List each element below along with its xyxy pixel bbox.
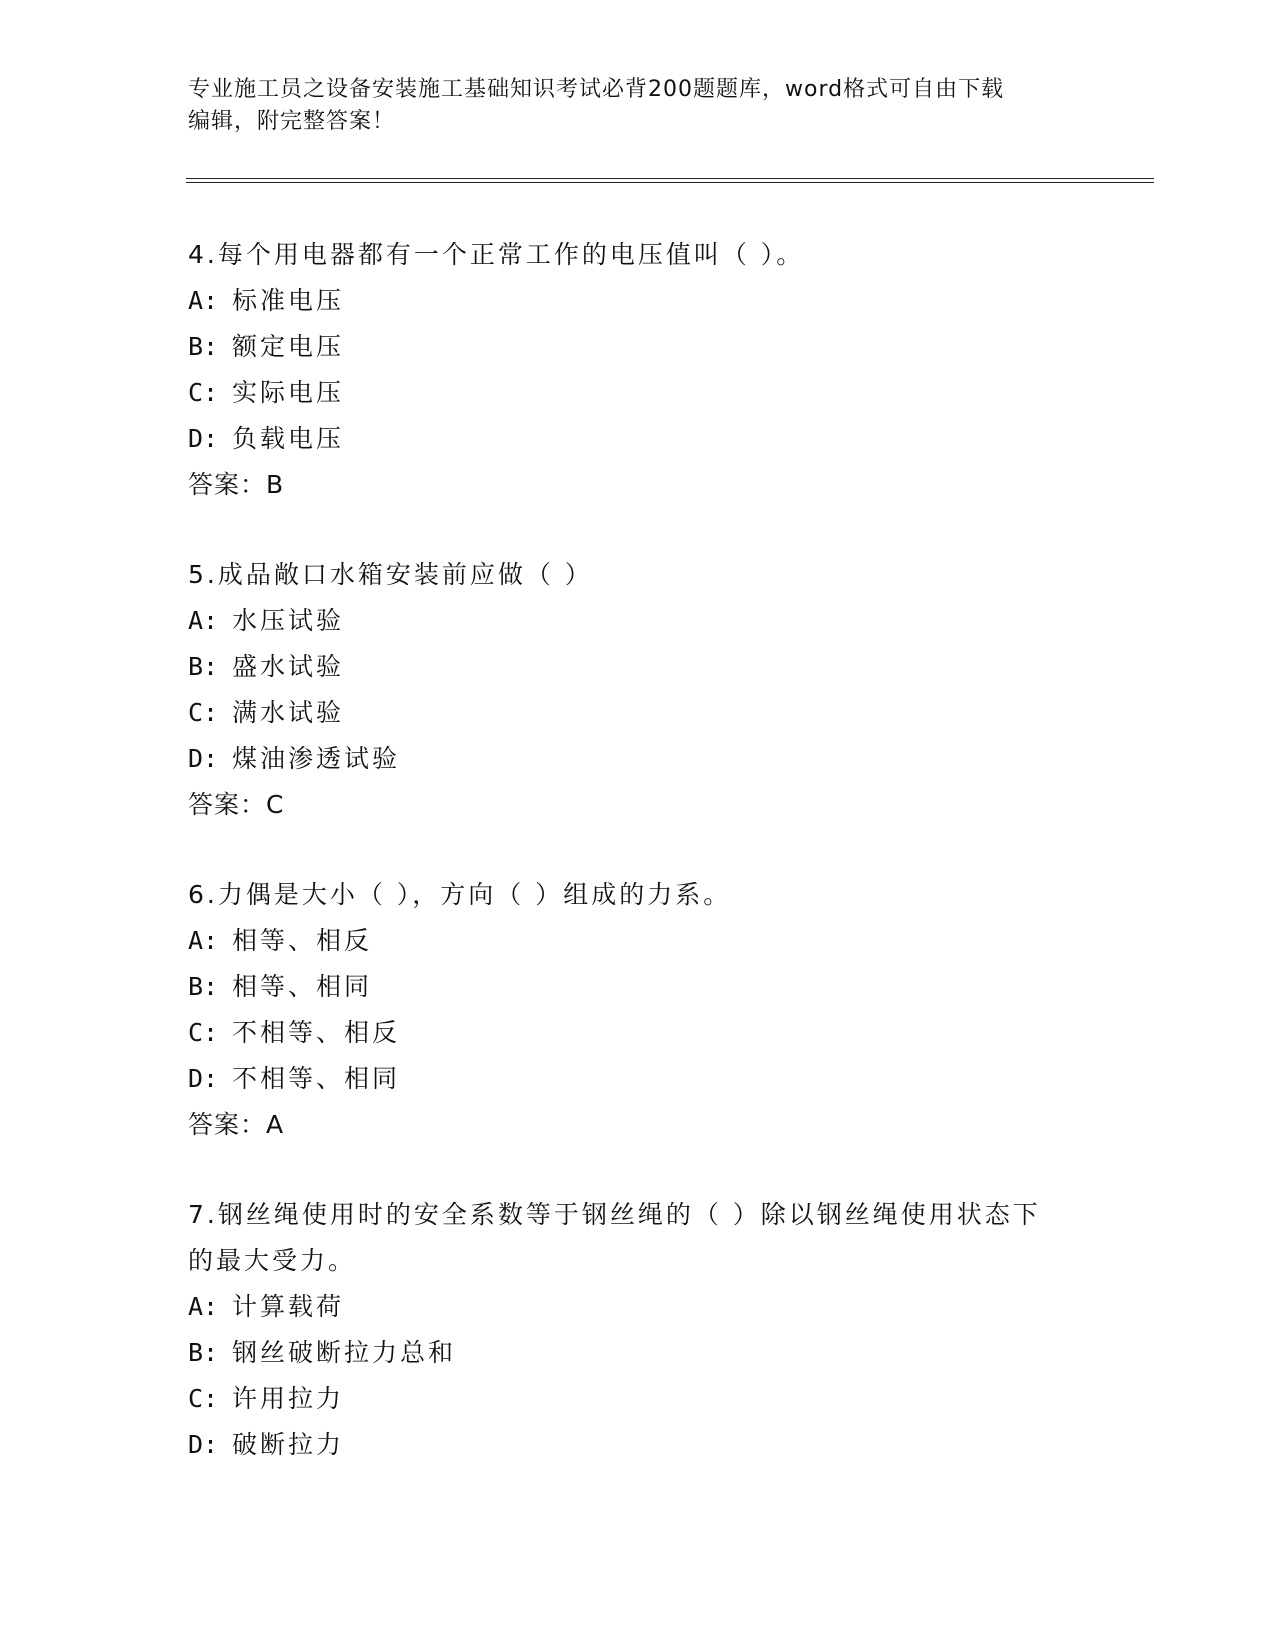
question-stem: 6.力偶是大小（ ），方向（ ）组成的力系。	[188, 880, 732, 909]
option-b	[188, 1330, 1088, 1376]
option-a	[188, 278, 1088, 324]
header-line-1: 专业施工员之设备安装施工基础知识考试必背200题题库，word格式可自由下载	[188, 77, 1005, 102]
option-text: 不相等、相反	[232, 1018, 401, 1047]
option-b	[188, 644, 1088, 690]
option-b	[188, 964, 1088, 1010]
option-label: D:	[188, 1064, 219, 1093]
option-c	[188, 690, 1088, 736]
question-stem: 4.每个用电器都有一个正常工作的电压值叫（ ）。	[188, 240, 805, 269]
option-d	[188, 1422, 1088, 1468]
question-stem: 5.成品敞口水箱安装前应做（ ）	[188, 560, 593, 589]
option-text: 盛水试验	[232, 652, 345, 681]
option-label: B:	[188, 332, 219, 361]
option-label: C:	[188, 1018, 219, 1047]
option-text: 额定电压	[232, 332, 345, 361]
answer: 答案：C	[188, 790, 285, 819]
option-a	[188, 918, 1088, 964]
option-text: 负载电压	[232, 424, 345, 453]
option-text: 钢丝破断拉力总和	[232, 1338, 457, 1367]
header-divider-bottom	[186, 182, 1154, 183]
option-c	[188, 1010, 1088, 1056]
option-text: 计算载荷	[232, 1292, 345, 1321]
option-a	[188, 1284, 1088, 1330]
option-label: B:	[188, 652, 219, 681]
question-block	[188, 232, 1088, 508]
option-label: A:	[188, 926, 219, 955]
option-label: D:	[188, 1430, 219, 1459]
option-label: D:	[188, 424, 219, 453]
question-block	[188, 1192, 1088, 1468]
option-text: 标准电压	[232, 286, 345, 315]
option-text: 煤油渗透试验	[232, 744, 401, 773]
option-c	[188, 1376, 1088, 1422]
option-text: 破断拉力	[232, 1430, 345, 1459]
question-block	[188, 872, 1088, 1148]
question-block	[188, 552, 1088, 828]
header-divider-top	[186, 178, 1154, 179]
option-text: 相等、相同	[232, 972, 373, 1001]
question-stem: 7.钢丝绳使用时的安全系数等于钢丝绳的（ ）除以钢丝绳使用状态下	[188, 1200, 1041, 1229]
option-label: C:	[188, 1384, 219, 1413]
option-text: 满水试验	[232, 698, 345, 727]
option-label: C:	[188, 378, 219, 407]
answer: 答案：B	[188, 470, 285, 499]
document-header	[188, 74, 1068, 138]
option-b	[188, 324, 1088, 370]
option-d	[188, 736, 1088, 782]
option-d	[188, 416, 1088, 462]
option-label: C:	[188, 698, 219, 727]
option-label: D:	[188, 744, 219, 773]
option-text: 实际电压	[232, 378, 345, 407]
header-line-2: 编辑，附完整答案！	[188, 109, 396, 134]
option-label: B:	[188, 972, 219, 1001]
option-text: 许用拉力	[232, 1384, 345, 1413]
option-c	[188, 370, 1088, 416]
option-a	[188, 598, 1088, 644]
option-label: A:	[188, 1292, 219, 1321]
option-label: A:	[188, 606, 219, 635]
answer: 答案：A	[188, 1110, 285, 1139]
option-d	[188, 1056, 1088, 1102]
option-text: 相等、相反	[232, 926, 373, 955]
option-text: 水压试验	[232, 606, 345, 635]
option-label: B:	[188, 1338, 219, 1367]
option-label: A:	[188, 286, 219, 315]
option-text: 不相等、相同	[232, 1064, 401, 1093]
question-stem-continued: 的最大受力。	[188, 1246, 357, 1275]
